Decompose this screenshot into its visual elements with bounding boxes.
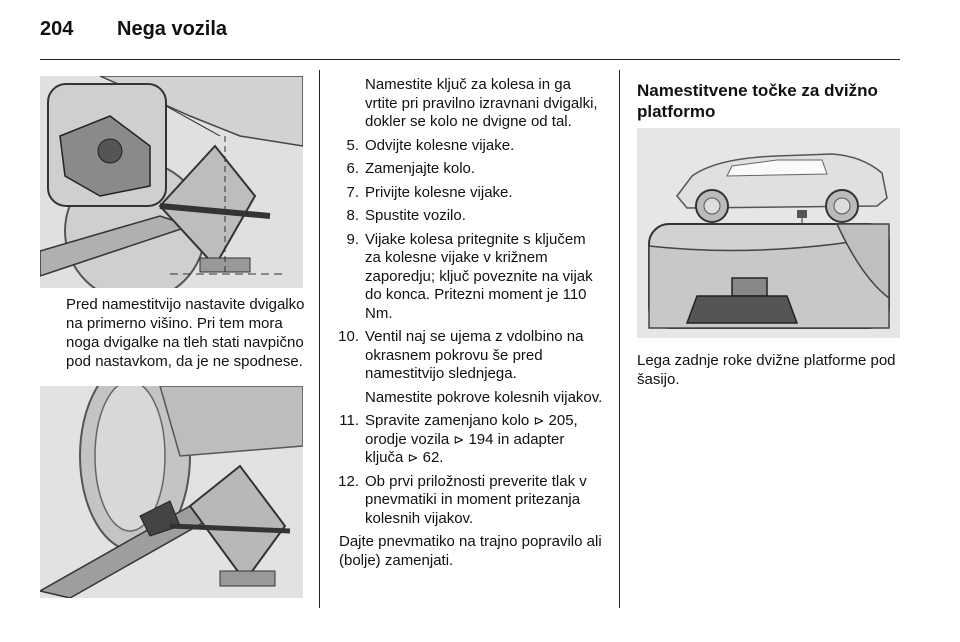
jack-beside-wheel-figure xyxy=(40,386,303,598)
page-reference-link[interactable]: 205, xyxy=(548,412,578,429)
step-number: 6. xyxy=(346,160,359,177)
page-reference-link[interactable]: 62. xyxy=(422,449,444,466)
step-9 xyxy=(330,231,605,324)
intro-paragraph: Namestite ključ za kolesa in ga vrtite pri pravilno izravnani dvigalki, dokler se kolo ne dvigne od tal. xyxy=(365,76,598,130)
step-text: Odvijte kolesne vijake. xyxy=(365,136,515,154)
page-reference-arrow-icon: ⊳ xyxy=(407,450,419,465)
column-divider-right xyxy=(619,70,620,608)
step-text: Ventil naj se ujema z vdolbino na okrasnem pokrovu še pred namestitvijo slednjega. xyxy=(365,328,584,382)
jack-height-caption xyxy=(66,295,306,371)
step-text: Privijte kolesne vijake. xyxy=(365,183,513,201)
header-rule xyxy=(40,59,900,60)
page-reference-arrow-icon: ⊳ xyxy=(453,431,465,447)
step-10 xyxy=(330,328,605,384)
step-number: 5. xyxy=(346,136,359,154)
lift-point-figure xyxy=(637,128,900,338)
step-7 xyxy=(330,184,605,203)
step-11-part1: Spravite zamenjano kolo xyxy=(365,412,530,429)
lift-point-caption xyxy=(637,351,902,389)
jack-under-sill-figure xyxy=(40,76,303,288)
column-divider-left xyxy=(319,70,320,608)
lift-point-caption-text: Lega zadnje roke dvižne platforme pod šasijo. xyxy=(637,352,896,388)
step-12 xyxy=(330,473,605,529)
section-title: Namestitvene točke za dvižno platformo xyxy=(637,81,878,121)
step-5 xyxy=(330,137,605,156)
closing-paragraph: Dajte pnevmatiko na trajno popravilo ali (bolje) zamenjati. xyxy=(339,533,602,569)
page-number: 204 xyxy=(40,18,74,40)
step-text: Zamenjajte kolo. xyxy=(365,160,476,177)
page-reference-link[interactable]: 194 in adapter xyxy=(468,430,565,448)
instruction-steps xyxy=(330,76,605,570)
step-number: 7. xyxy=(346,183,359,201)
jack-height-caption-text: Pred namestitvijo nastavite dvigalko na primerno višino. Pri tem mora noga dvigalke na tleh stati navpično pod nastavkom, da je ne spodnese. xyxy=(66,296,305,370)
step-text: Ob prvi priložnosti preverite tlak v pnevmatiki in moment pritezanja kolesnih vijakov. xyxy=(365,472,587,527)
step-number: 12. xyxy=(338,472,359,490)
step-10-note: Namestite pokrove kolesnih vijakov. xyxy=(365,388,603,406)
page-title: Nega vozila xyxy=(117,18,228,40)
step-text xyxy=(365,412,605,468)
step-6 xyxy=(330,160,605,179)
step-number: 10. xyxy=(338,328,359,345)
step-number: 9. xyxy=(346,230,359,248)
step-11 xyxy=(330,412,605,468)
step-number: 11. xyxy=(339,412,359,429)
step-11-part3: ključa xyxy=(365,449,404,466)
page-reference-arrow-icon: ⊳ xyxy=(533,413,545,428)
step-number: 8. xyxy=(346,207,359,224)
step-text: Vijake kolesa pritegnite s ključem za kolesne vijake v križnem zaporedju; ključ poveznite na vijak do konca. Pritezni moment je 110 Nm. xyxy=(365,230,593,322)
step-11-part2: orodje vozila xyxy=(365,430,450,448)
step-text: Spustite vozilo. xyxy=(365,207,466,224)
step-8 xyxy=(330,207,605,226)
